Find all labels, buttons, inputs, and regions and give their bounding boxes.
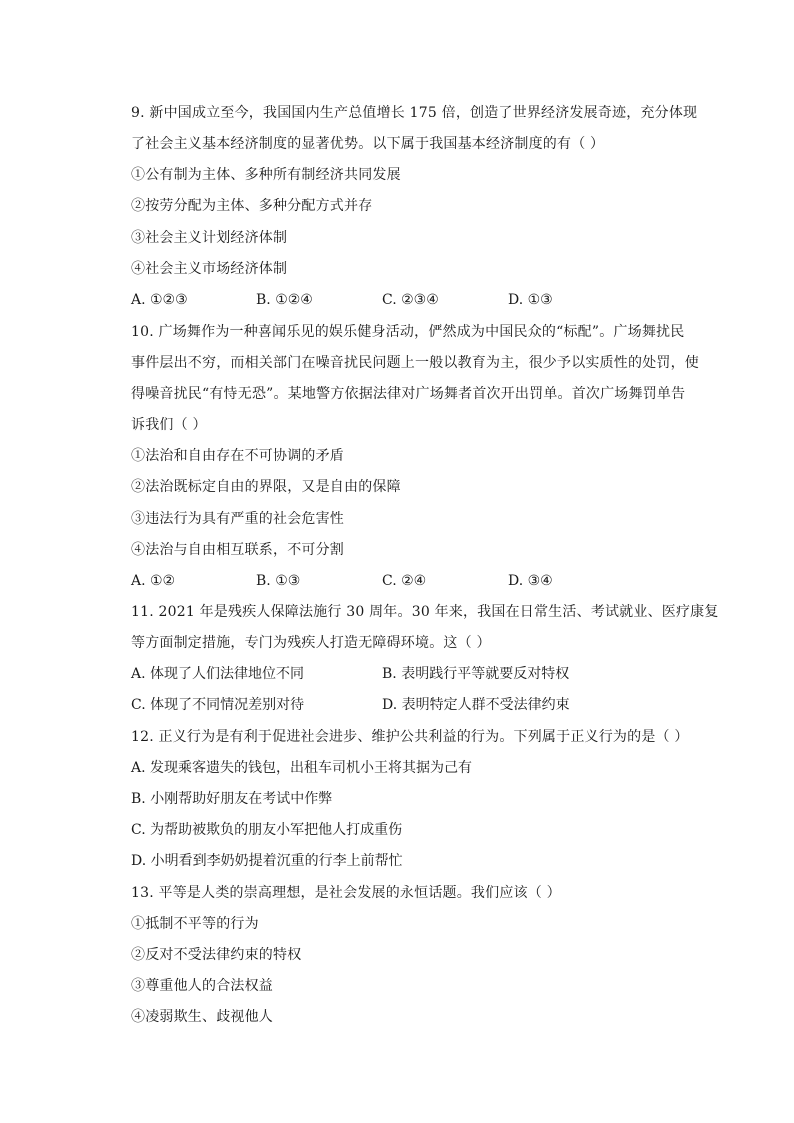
q13-statement-4: ④凌弱欺生、歧视他人 xyxy=(131,1009,273,1025)
q13-statement-3: ③尊重他人的合法权益 xyxy=(131,978,273,994)
q10-option-a[interactable]: A. ①② xyxy=(131,573,176,589)
q11-option-b[interactable]: B. 表明践行平等就要反对特权 xyxy=(382,666,570,682)
q9-statement-2: ②按劳分配为主体、多种分配方式并存 xyxy=(131,198,373,214)
q12-stem-line-1: 12. 正义行为是有利于促进社会进步、维护公共利益的行为。下列属于正义行为的是（ ） xyxy=(131,729,689,745)
q13-statement-2: ②反对不受法律约束的特权 xyxy=(131,947,302,963)
q9-option-a[interactable]: A. ①②③ xyxy=(131,292,188,308)
q10-statement-1: ①法治和自由存在不可协调的矛盾 xyxy=(131,448,344,464)
q11-stem-line-2: 等方面制定措施，专门为残疾人打造无障碍环境。这（ ） xyxy=(131,635,491,651)
q10-statement-3: ③违法行为具有严重的社会危害性 xyxy=(131,511,344,527)
q9-stem-line-1: 9. 新中国成立至今，我国国内生产总值增长 175 倍，创造了世界经济发展奇迹，充分体现 xyxy=(131,105,698,121)
q11-stem-line-1: 11. 2021 年是残疾人保障法施行 30 周年。30 年来，我国在日常生活、考试就业、医疗康复 xyxy=(131,604,719,620)
q10-option-d[interactable]: D. ③④ xyxy=(508,573,553,589)
q11-option-a[interactable]: A. 体现了人们法律地位不同 xyxy=(131,666,305,682)
q10-stem-line-4: 诉我们（ ） xyxy=(131,417,207,433)
q9-statement-3: ③社会主义计划经济体制 xyxy=(131,230,288,246)
q10-stem-line-2: 事件层出不穷，而相关部门在噪音扰民问题上一般以教育为主，很少予以实质性的处罚，使 xyxy=(131,355,699,371)
q12-option-d[interactable]: D. 小明看到李奶奶提着沉重的行李上前帮忙 xyxy=(131,853,403,869)
q13-statement-1: ①抵制不平等的行为 xyxy=(131,916,259,932)
q9-statement-1: ①公有制为主体、多种所有制经济共同发展 xyxy=(131,167,401,183)
q10-option-c[interactable]: C. ②④ xyxy=(382,573,427,589)
q10-stem-line-3: 得噪音扰民“有恃无恐”。某地警方依据法律对广场舞者首次开出罚单。首次广场舞罚单告 xyxy=(131,386,686,402)
q9-option-b[interactable]: B. ①②④ xyxy=(256,292,313,308)
q12-option-c[interactable]: C. 为帮助被欺负的朋友小军把他人打成重伤 xyxy=(131,822,403,838)
q9-option-c[interactable]: C. ②③④ xyxy=(382,292,439,308)
q10-statement-4: ④法治与自由相互联系，不可分割 xyxy=(131,542,344,558)
q12-option-a[interactable]: A. 发现乘客遗失的钱包，出租车司机小王将其据为己有 xyxy=(131,760,473,776)
q9-stem-line-2: 了社会主义基本经济制度的显著优势。以下属于我国基本经济制度的有（ ） xyxy=(131,136,605,152)
q10-statement-2: ②法治既标定自由的界限，又是自由的保障 xyxy=(131,479,401,495)
q11-option-c[interactable]: C. 体现了不同情况差别对待 xyxy=(131,697,305,713)
q12-option-b[interactable]: B. 小刚帮助好朋友在考试中作弊 xyxy=(131,791,333,807)
q9-option-d[interactable]: D. ①③ xyxy=(508,292,553,308)
q10-option-b[interactable]: B. ①③ xyxy=(256,573,301,589)
q13-stem-line-1: 13. 平等是人类的崇高理想，是社会发展的永恒话题。我们应该（ ） xyxy=(131,885,561,901)
q9-statement-4: ④社会主义市场经济体制 xyxy=(131,261,288,277)
q10-stem-line-1: 10. 广场舞作为一种喜闻乐见的娱乐健身活动，俨然成为中国民众的“标配”。广场舞扰民 xyxy=(131,324,685,340)
q11-option-d[interactable]: D. 表明特定人群不受法律约束 xyxy=(382,697,570,713)
